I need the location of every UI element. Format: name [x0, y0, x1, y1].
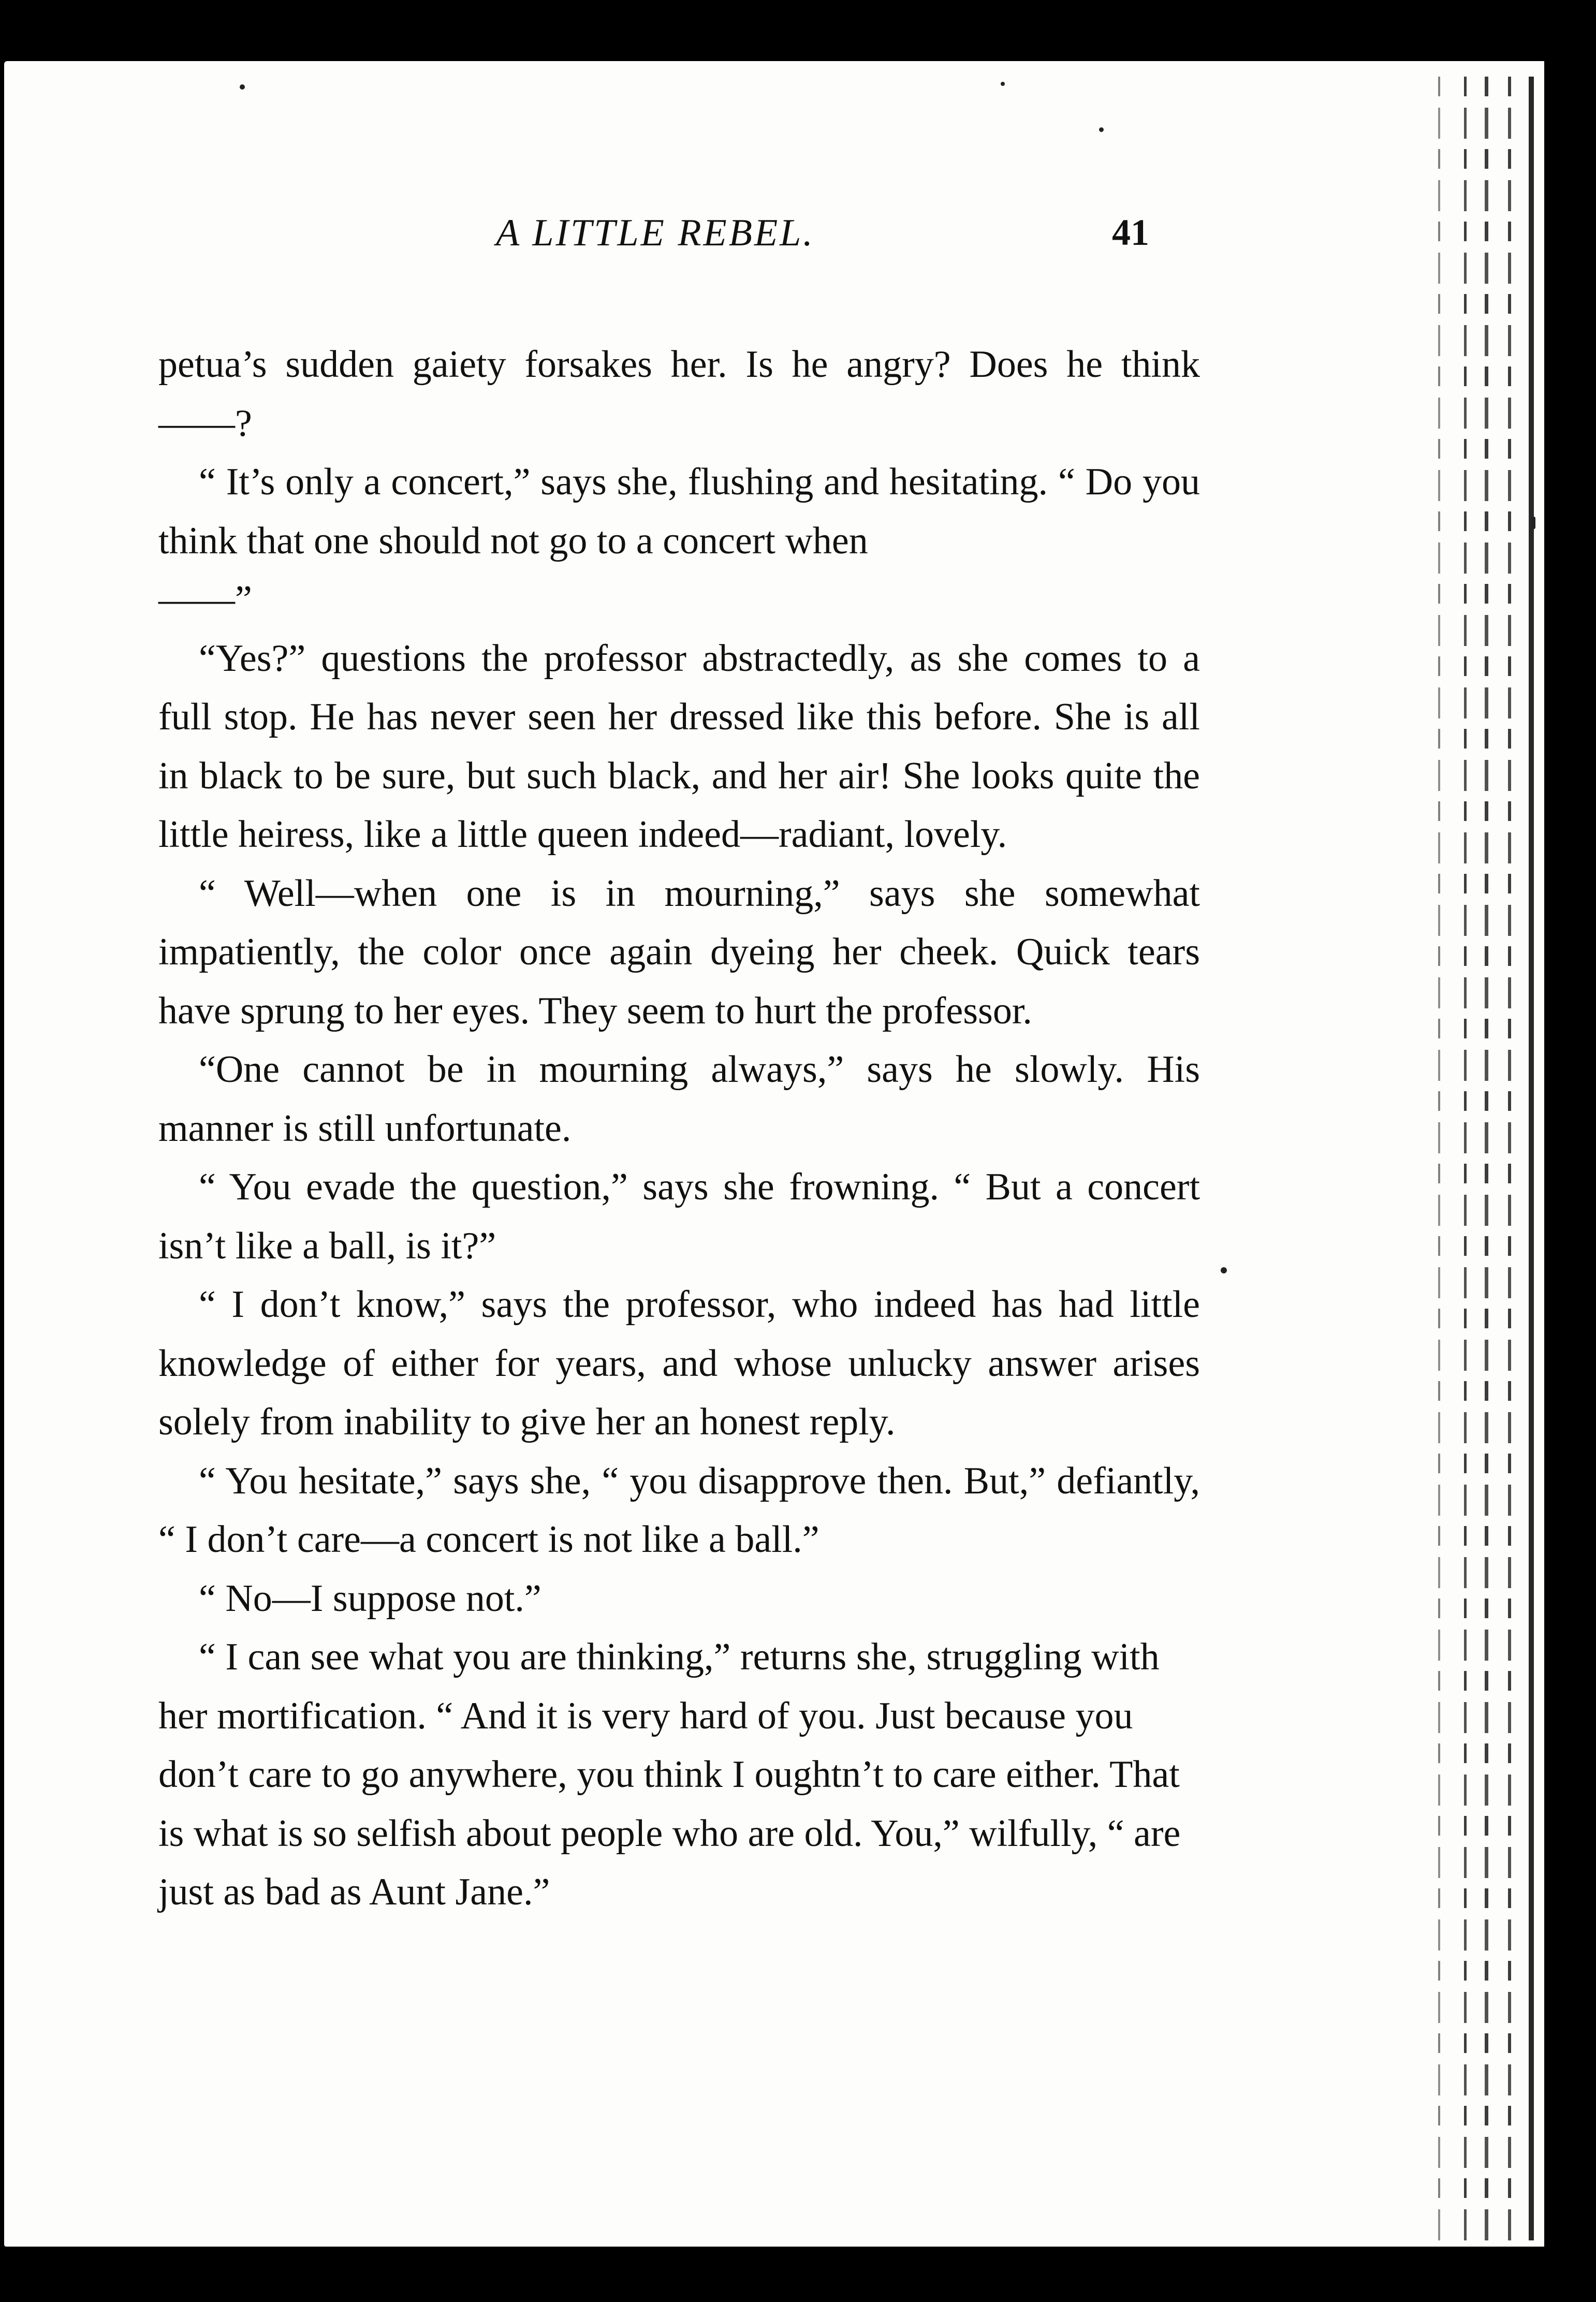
- page-number: 41: [1112, 212, 1149, 253]
- paragraph: “ You evade the question,” says she frowning. “ But a concert isn’t like a ball, is it?”: [158, 1166, 1200, 1267]
- page-edge-shadow: [1464, 77, 1467, 2240]
- print-speck: [1531, 517, 1535, 529]
- paragraph: “ You hesitate,” says she, “ you disapprove then. But,” defiantly, “ I don’t care—a concert is not like a ball.”: [158, 1459, 1200, 1561]
- page-edge-shadow: [1529, 77, 1534, 2240]
- print-speck: [1099, 127, 1104, 132]
- paragraph: “ Well—when one is in mourning,” says she somewhat impatiently, the color once again dyeing her cheek. Quick tears have sprung to her eyes. They seem to hurt the professor.: [158, 872, 1200, 1032]
- running-header: [4, 211, 1247, 273]
- page-edge-shadow: [1485, 77, 1488, 2240]
- book-page: [4, 61, 1544, 2247]
- running-title: A LITTLE REBEL.: [496, 212, 815, 254]
- page-edge-shadow: [1438, 77, 1440, 2240]
- print-speck: [240, 84, 245, 90]
- body-text: [158, 335, 1200, 1922]
- page-edge-shadow: [1508, 77, 1511, 2240]
- paragraph: “ I don’t know,” says the professor, who indeed has had little knowledge of either for years, and whose unlucky answer arises solely from inability to give her an honest reply.: [158, 1283, 1200, 1443]
- paragraph: “ It’s only a concert,” says she, flushing and hesitating. “ Do you think that one should not go to a concert when: [158, 461, 1200, 562]
- paragraph: ——”: [158, 578, 252, 621]
- print-speck: [1221, 1267, 1227, 1273]
- paragraph: “ No—I suppose not.”: [199, 1577, 541, 1620]
- print-speck: [1001, 82, 1005, 86]
- paragraph: “Yes?” questions the professor abstractedly, as she comes to a full stop. He has never seen her dressed like this before. She is all in black to be sure, but such black, and her air! She looks quite the little heiress, like a little queen indeed—radiant, lovely.: [158, 637, 1200, 856]
- paragraph: “One cannot be in mourning always,” says he slowly. His manner is still unfortunate.: [158, 1048, 1200, 1150]
- paragraph: petua’s sudden gaiety forsakes her. Is he angry? Does he think——?: [158, 343, 1200, 445]
- paragraph: “ I can see what you are thinking,” returns she, struggling with her mortification. “ And it is very hard of you. Just because you don’t care to go anywhere, you think I oughtn’t to care either. That is what is so selfish about people who are old. You,” wilfully, “ are just as bad as Aunt Jane.”: [158, 1636, 1181, 1913]
